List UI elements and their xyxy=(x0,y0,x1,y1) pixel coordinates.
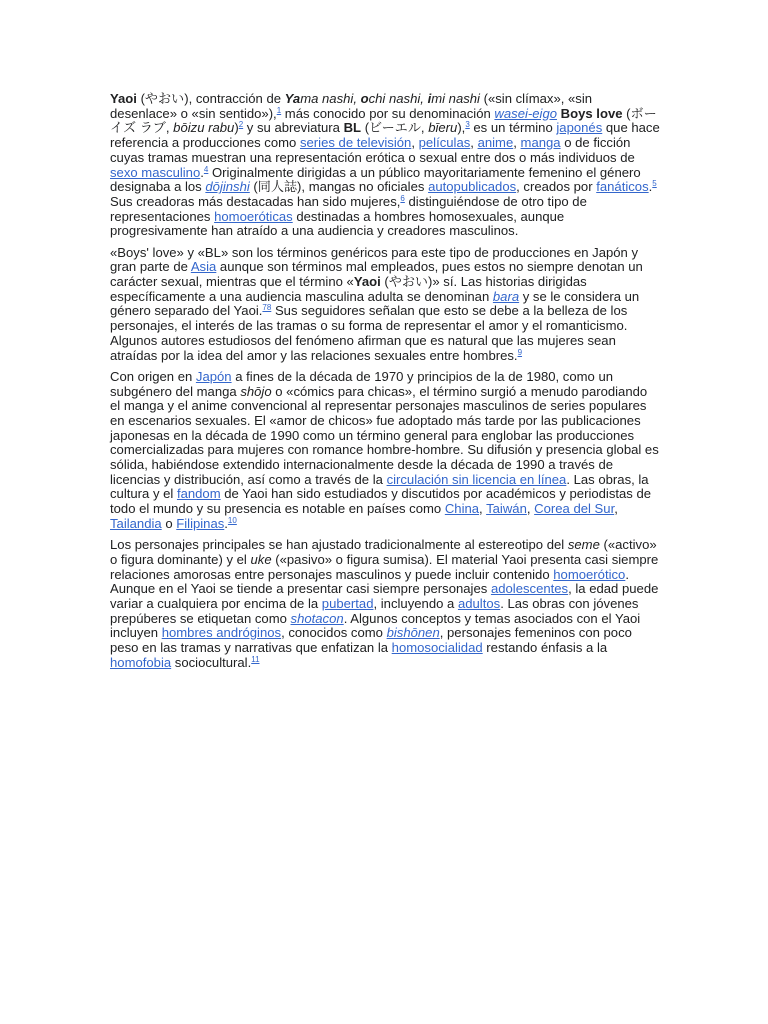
text: Sus creadoras más destacadas han sido mujeres, xyxy=(110,193,401,209)
text: Con origen en xyxy=(110,368,196,384)
link-anime[interactable]: anime xyxy=(477,135,514,151)
link-japones[interactable]: japonés xyxy=(556,120,603,136)
link-corea-del-sur[interactable]: Corea del Sur xyxy=(534,501,615,517)
reference-4[interactable]: 4 xyxy=(203,164,209,174)
link-shotacon[interactable]: shotacon xyxy=(290,610,344,626)
link-fandom[interactable]: fandom xyxy=(176,486,221,502)
paragraph-3 xyxy=(110,370,660,532)
reference-1[interactable]: 1 xyxy=(276,105,282,115)
link-homoerotico[interactable]: homoerótico xyxy=(553,566,626,582)
text: («sin clímax», «sin desenlace» o «sin sentido»), xyxy=(110,91,593,121)
text: . xyxy=(200,164,204,180)
text: a fines de la década de 1970 y principios de la de 1980, como un subgénero del manga xyxy=(110,368,614,399)
reference-9[interactable]: 9 xyxy=(517,347,523,357)
link-china[interactable]: China xyxy=(444,501,480,517)
reference-11[interactable]: 11 xyxy=(251,654,260,664)
text: , la edad puede variar a cualquiera por encima de la xyxy=(110,581,659,611)
text: más conocido por su denominación xyxy=(281,105,495,121)
text: destinadas a hombres homosexuales, aunque progresivamente han atraído a una audiencia y creadores masculinos. xyxy=(110,208,565,239)
link-adolescentes[interactable]: adolescentes xyxy=(490,581,569,597)
reference-78[interactable]: 78 xyxy=(262,303,272,313)
text: shōjo xyxy=(240,383,272,399)
text: , xyxy=(411,135,419,151)
reference-3[interactable]: 3 xyxy=(465,120,470,130)
text: o xyxy=(360,91,369,106)
text: , xyxy=(614,501,618,517)
link-circulacion-sin-licencia[interactable]: circulación sin licencia en línea xyxy=(386,471,567,487)
text: , xyxy=(479,501,487,517)
term-uke: uke xyxy=(250,551,272,567)
text: i xyxy=(427,91,432,106)
link-manga[interactable]: manga xyxy=(520,135,561,151)
text: que hace referencia a producciones como xyxy=(110,120,660,151)
paragraph-1 xyxy=(110,92,660,239)
text: (ボーイズ ラブ, xyxy=(110,105,657,136)
text: , personajes femeninos con poco peso en las tramas y narrativas que enfatizan la xyxy=(110,625,632,656)
text: ), xyxy=(457,120,466,136)
reference-2[interactable]: 2 xyxy=(238,120,244,130)
text: o «cómics para chicas», el término surgió a menudo parodiando el manga y el anime convencional al representar personajes masculinos de series populares en escenarios sexuales. El «amor de chicos» fue adoptado más tarde por las publicaciones japonesas en la década de 1990 como un término general para englobar las producciones comercializadas para mujeres con romance hombre-hombre. Su difusión y presencia global es sólida, habiéndose extendido internacionalmente desde la década de 1990 a través de licencias y distribución, así como a través de la xyxy=(110,383,659,487)
link-adultos[interactable]: adultos xyxy=(457,595,501,611)
term-boys-love: Boys love xyxy=(560,105,623,121)
term-bl: BL xyxy=(343,120,362,136)
link-autopublicados[interactable]: autopublicados xyxy=(428,179,517,195)
link-wasei-eigo[interactable]: wasei-eigo xyxy=(494,105,558,121)
text: Ya xyxy=(284,91,301,106)
reference-5[interactable]: 5 xyxy=(652,179,657,189)
article-body xyxy=(110,92,660,677)
link-peliculas[interactable]: películas xyxy=(418,135,471,151)
text: sociocultural. xyxy=(171,654,252,670)
term-yaoi: Yaoi xyxy=(353,274,381,290)
text: o xyxy=(161,515,177,531)
text: . Aunque en el Yaoi se tiende a presentar casi siempre personajes xyxy=(110,566,629,597)
text: , conocidos como xyxy=(281,625,387,641)
text: y su abreviatura xyxy=(243,120,344,136)
text: aunque son términos mal empleados, pues estos no siempre denotan un carácter sexual, mientras que el término « xyxy=(110,259,643,290)
link-bara[interactable]: bara xyxy=(492,288,520,304)
link-taiwan[interactable]: Taiwán xyxy=(486,501,527,517)
text: (やおい), contracción de xyxy=(136,91,285,106)
text: Los personajes principales se han ajustado tradicionalmente al estereotipo del xyxy=(110,537,568,553)
link-homosocialidad[interactable]: homosocialidad xyxy=(391,640,483,656)
link-hombres-androginos[interactable]: hombres andróginos xyxy=(161,625,282,641)
text: (同人誌), mangas no oficiales xyxy=(249,179,429,195)
text: ma nashi, xyxy=(300,91,361,106)
text: , xyxy=(526,501,535,517)
link-tailandia[interactable]: Tailandia xyxy=(110,515,162,531)
text: mi nashi xyxy=(431,91,480,106)
link-filipinas[interactable]: Filipinas xyxy=(176,515,225,531)
text: , xyxy=(513,135,521,151)
link-fanaticos[interactable]: fanáticos xyxy=(596,179,649,195)
text: distinguiéndose de otro tipo de representaciones xyxy=(110,193,587,224)
text: chi nashi, xyxy=(368,91,428,106)
text: Originalmente dirigidas a un público mayoritariamente femenino el género designaba a los xyxy=(110,164,641,195)
text: bōizu rabu xyxy=(173,120,235,136)
term-yaoi: Yaoi xyxy=(110,91,137,106)
text: Sus seguidores señalan que esto se debe a la belleza de los personajes, el interés de las tramas o su forma de representar el amor y el romanticismo. Algunos autores estudiosos del fenómeno afirman que es natural que las mujeres sean atraídas por la idea del amor y las relaciones sexuales entre hombres. xyxy=(110,303,628,363)
paragraph-4 xyxy=(110,538,660,670)
text: . Algunos conceptos y temas asociados con el Yaoi incluyen xyxy=(110,610,641,641)
link-bishonen[interactable]: bishōnen xyxy=(386,625,440,641)
text: restando énfasis a la xyxy=(482,640,608,656)
link-homofobia[interactable]: homofobia xyxy=(110,654,172,670)
paragraph-2 xyxy=(110,246,660,364)
text: o de ficción cuyas tramas muestran una representación erótica o sexual entre dos o más individuos de xyxy=(110,135,635,165)
text: . Las obras con jóvenes prepúberes se etiquetan como xyxy=(110,595,639,626)
text: , xyxy=(470,135,478,151)
text: («pasivo» o figura sumisa). El material Yaoi presenta casi siempre relaciones amorosas entre personajes masculinos y puede incluir contenido xyxy=(110,551,659,582)
text: (やおい)» sí. Las historias dirigidas específicamente a una audiencia masculina adulta se denominan xyxy=(110,274,587,304)
text: de Yaoi han sido estudiados y discutidos por académicos y periodistas de todo el mundo y su presencia es notable en países como xyxy=(110,486,652,517)
text: «Boys' love» y «BL» son los términos genéricos para este tipo de producciones en Japón y gran parte de xyxy=(110,244,639,275)
link-japon[interactable]: Japón xyxy=(195,368,232,384)
reference-6[interactable]: 6 xyxy=(400,193,405,203)
link-series-de-television[interactable]: series de televisión xyxy=(299,135,412,151)
text: ) xyxy=(234,120,239,136)
text: , incluyendo a xyxy=(373,595,458,611)
text: y se le considera un género separado del Yaoi. xyxy=(110,288,640,319)
reference-10[interactable]: 10 xyxy=(227,515,237,525)
text: , creados por xyxy=(516,179,597,195)
text: es un término xyxy=(469,120,557,136)
text: . xyxy=(648,179,653,195)
link-dojinshi[interactable]: dōjinshi xyxy=(205,179,250,195)
link-asia[interactable]: Asia xyxy=(190,259,217,275)
term-seme: seme xyxy=(567,537,600,553)
text: (ビーエル, xyxy=(361,120,429,136)
text: . xyxy=(224,515,228,531)
link-pubertad[interactable]: pubertad xyxy=(321,595,374,611)
link-homoeroticas[interactable]: homoeróticas xyxy=(214,208,293,224)
text: bīeru xyxy=(428,120,458,136)
text: («activo» o figura dominante) y el xyxy=(110,537,657,567)
text: . Las obras, la cultura y el xyxy=(110,471,649,502)
link-sexo-masculino[interactable]: sexo masculino xyxy=(110,164,201,180)
